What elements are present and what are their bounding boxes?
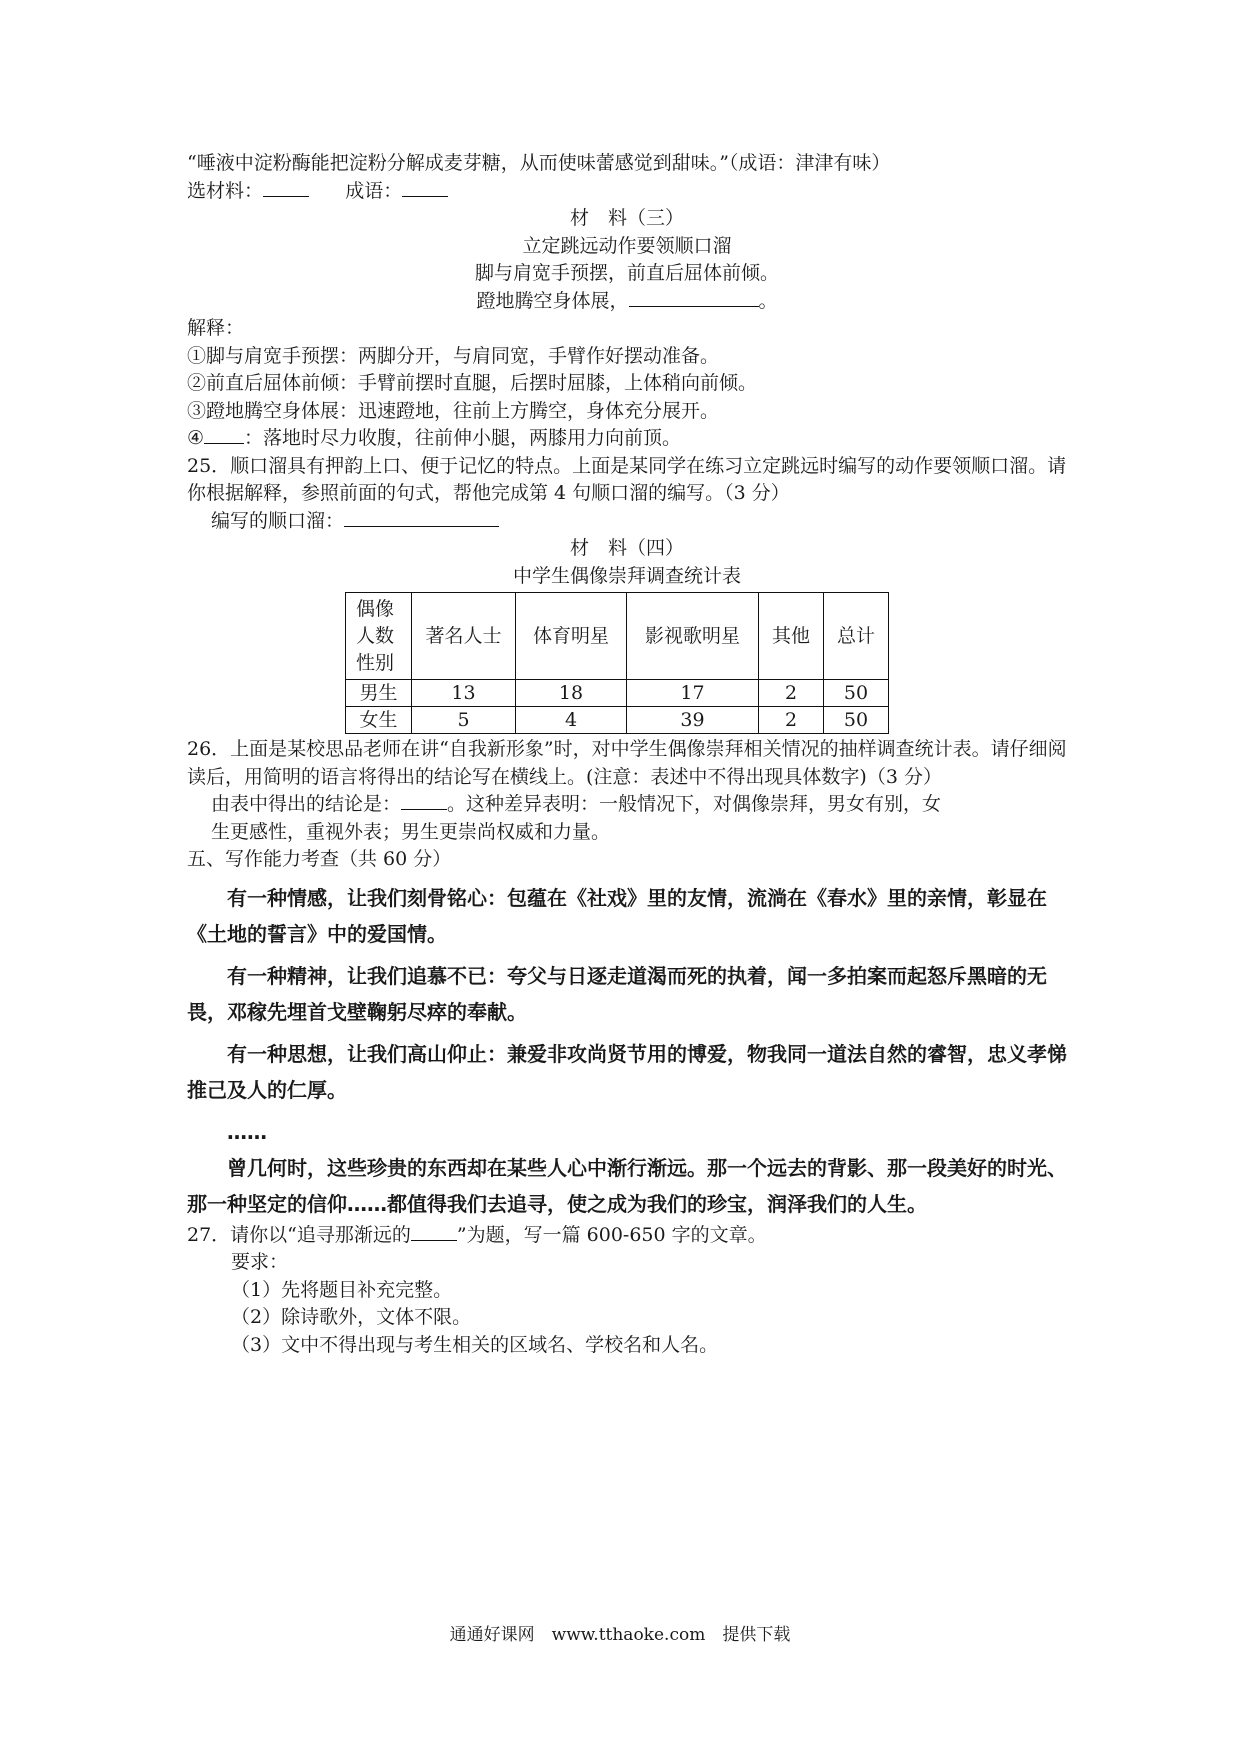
q27-prefix: 27．请你以“追寻那渐远的 xyxy=(187,1223,411,1246)
verse-answer-blank[interactable] xyxy=(629,288,759,307)
explain-item-3: ③蹬地腾空身体展：迅速蹬地，往前上方腾空，身体充分展开。 xyxy=(187,399,720,422)
q26-conclusion-suffix: 。这种差异表明：一般情况下，对偶像崇拜，男女有别，女 xyxy=(447,793,942,815)
prompt-paragraph: 曾几何时，这些珍贵的东西却在某些人心中渐行渐远。那一个远去的背影、那一段美好的时光、那一种坚定的信仰……都值得我们去追寻，使之成为我们的珍宝，润泽我们的人生。 xyxy=(187,1155,1067,1216)
q25-answer-blank[interactable] xyxy=(344,508,499,527)
column-header: 著名人士 xyxy=(412,593,516,680)
requirement-item: （3）文中不得出现与考生相关的区域名、学校名和人名。 xyxy=(231,1333,719,1356)
question-25: 25．顺口溜具有押韵上口、便于记忆的特点。上面是某同学在练习立定跳远时编写的动作要领顺口溜。请你根据解释，参照前面的句式，帮他完成第 4 句顺口溜的编写。（3 分） xyxy=(187,454,1067,504)
exam-page xyxy=(187,150,1067,1359)
select-material-label: 选材料： xyxy=(187,179,264,202)
table-cell: 5 xyxy=(412,707,516,734)
verse-line-2 xyxy=(187,288,1067,316)
column-header: 体育明星 xyxy=(516,593,627,680)
requirement-item: （1）先将题目补充完整。 xyxy=(231,1278,453,1301)
table-cell: 4 xyxy=(516,707,627,734)
explain-item4-suffix: ：落地时尽力收腹，往前伸小腿，两膝用力向前顶。 xyxy=(244,427,682,449)
table-cell: 50 xyxy=(824,680,889,707)
q25-answer-label: 编写的顺口溜： xyxy=(211,509,345,532)
prompt-paragraph: 有一种精神，让我们追慕不已：夸父与日逐走道渴而死的执着，闻一多拍案而起怒斥黑暗的无畏，邓稼先埋首戈壁鞠躬尽瘁的奉献。 xyxy=(187,963,1047,1024)
survey-table xyxy=(345,592,889,734)
table-cell: 2 xyxy=(759,707,824,734)
q27-requirements-label: 要求： xyxy=(231,1251,289,1273)
column-header: 总计 xyxy=(824,593,889,680)
explain-item4-prefix: ④ xyxy=(187,427,205,449)
q26-conclusion-line2: 生更感性，重视外表；男生更崇尚权威和力量。 xyxy=(211,820,611,843)
page-footer: 通通好课网 www.tthaoke.com 提供下载 xyxy=(449,1625,791,1645)
material3-subtitle: 立定跳远动作要领顺口溜 xyxy=(522,234,732,257)
requirement-item: （2）除诗歌外，文体不限。 xyxy=(231,1306,472,1328)
material-answer-blank[interactable] xyxy=(263,178,309,197)
q26-answer-blank[interactable] xyxy=(401,791,447,810)
section5-title: 五、写作能力考查（共 60 分） xyxy=(187,848,452,870)
material3-title: 材 料（三） xyxy=(569,207,684,229)
prompt-ellipsis: …… xyxy=(227,1119,267,1144)
idiom-answer-blank[interactable] xyxy=(402,178,448,197)
row-label: 女生 xyxy=(346,707,412,734)
verse2-suffix: 。 xyxy=(758,289,778,312)
table-cell: 13 xyxy=(412,680,516,707)
q25-answer-line xyxy=(187,508,1067,536)
q26-conclusion-line xyxy=(187,791,1067,819)
table-cell: 39 xyxy=(627,707,759,734)
material4-title: 材 料（四） xyxy=(569,537,684,559)
table-row xyxy=(346,680,889,707)
select-line xyxy=(187,178,1067,206)
table-cell: 50 xyxy=(824,707,889,734)
explain-item4-blank[interactable] xyxy=(204,425,244,444)
explain-item-2: ②前直后屈体前倾：手臂前摆时直腿，后摆时屈膝，上体稍向前倾。 xyxy=(187,372,758,394)
table-corner-cell xyxy=(346,593,412,680)
explain-item-1: ①脚与肩宽手预摆：两脚分开，与肩同宽，手臂作好摆动准备。 xyxy=(187,344,720,367)
explain-label: 解释： xyxy=(187,317,245,339)
corner-label-gender: 性别 xyxy=(356,651,395,674)
corner-label-idol: 偶像 xyxy=(356,597,395,620)
q26-conclusion-prefix: 由表中得出的结论是： xyxy=(211,793,402,815)
q27-suffix: ”为题，写一篇 600-650 字的文章。 xyxy=(456,1223,767,1246)
table-cell: 17 xyxy=(627,680,759,707)
q27-title-blank[interactable] xyxy=(411,1222,457,1241)
table-row xyxy=(346,707,889,734)
quote-line: “唾液中淀粉酶能把淀粉分解成麦芽糖，从而使味蕾感觉到甜味。”（成语：津津有味） xyxy=(187,152,891,174)
select-idiom-label: 成语： xyxy=(345,179,403,202)
table-cell: 18 xyxy=(516,680,627,707)
row-label: 男生 xyxy=(346,680,412,707)
table-header-row xyxy=(346,593,889,680)
corner-label-count: 人数 xyxy=(356,624,395,647)
verse-line-1: 脚与肩宽手预摆，前直后屈体前倾。 xyxy=(474,262,779,284)
column-header: 其他 xyxy=(759,593,824,680)
prompt-paragraph: 有一种情感，让我们刻骨铭心：包蕴在《社戏》里的友情，流淌在《春水》里的亲情，彰显在《土地的誓言》中的爱国情。 xyxy=(187,885,1047,946)
prompt-paragraph: 有一种思想，让我们高山仰止：兼爱非攻尚贤节用的博爱，物我同一道法自然的睿智，忠义孝悌推己及人的仁厚。 xyxy=(187,1041,1067,1102)
table-cell: 2 xyxy=(759,680,824,707)
table-title: 中学生偶像崇拜调查统计表 xyxy=(512,564,741,587)
verse2-prefix: 蹬地腾空身体展， xyxy=(476,289,629,312)
column-header: 影视歌明星 xyxy=(627,593,759,680)
question-26: 26．上面是某校思品老师在讲“自我新形象”时，对中学生偶像崇拜相关情况的抽样调查统计表。请仔细阅读后，用简明的语言将得出的结论写在横线上。(注意：表述中不得出现具体数字)（3 分） xyxy=(187,738,1067,788)
question-27 xyxy=(187,1222,1067,1250)
explain-item-4 xyxy=(187,425,1067,453)
